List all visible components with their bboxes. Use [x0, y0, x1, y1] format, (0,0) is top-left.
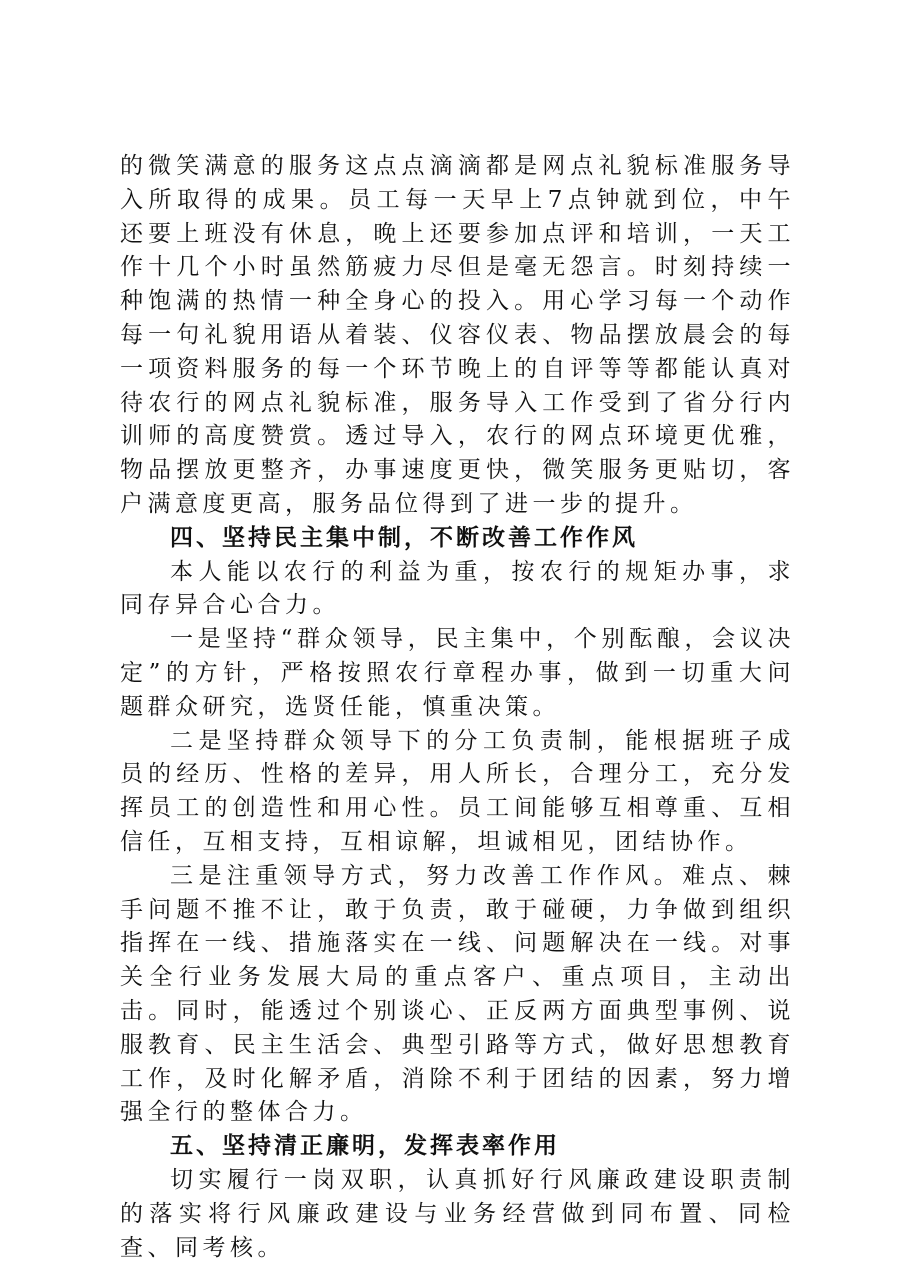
paragraph-continuation: 的微笑满意的服务这点点滴滴都是网点礼貌标准服务导入所取得的成果。员工每一天早上7点钟就到位，中午还要上班没有休息，晚上还要参加点评和培训，一天工作十几个小时虽然筋疲力尽但是毫无怨言。时刻持续一种饱满的热情一种全身心的投入。用心学习每一个动作每一句礼貌用语从着装、仪容仪表、物品摆放晨会的每一项资料服务的每一个环节晚上的自评等等都能认真对待农行的网点礼貌标准，服务导入工作受到了省分行内训师的高度赞赏。透过导入，农行的网点环境更优雅，物品摆放更整齐，办事速度更快，微笑服务更贴切，客户满意度更高，服务品位得到了进一步的提升。	[120, 153, 795, 517]
paragraph-point-one: 一是坚持“群众领导，民主集中，个别酝酿，会议决定”的方针，严格按照农行章程办事，做到一切重大问题群众研究，选贤任能，慎重决策。	[120, 626, 795, 720]
paragraph-integrity: 切实履行一岗双职，认真抓好行风廉政建设职责制的落实将行风廉政建设与业务经营做到同布置、同检查、同考核。	[120, 1166, 795, 1261]
paragraph-point-two: 二是坚持群众领导下的分工负责制，能根据班子成员的经历、性格的差异，用人所长，合理分工，充分发挥员工的创造性和用心性。员工间能够互相尊重、互相信任，互相支持，互相谅解，坦诚相见，团结协作。	[120, 727, 795, 855]
paragraph-point-three: 三是注重领导方式，努力改善工作作风。难点、棘手问题不推不让，敢于负责，敢于碰硬，力争做到组织指挥在一线、措施落实在一线、问题解决在一线。对事关全行业务发展大局的重点客户、重点项目，主动出击。同时，能透过个别谈心、正反两方面典型事例、说服教育、民主生活会、典型引路等方式，做好思想教育工作，及时化解矛盾，消除不利于团结的因素，努力增强全行的整体合力。	[120, 862, 795, 1126]
section-heading-four: 四、坚持民主集中制，不断改善工作作风	[170, 524, 638, 551]
document-page	[120, 150, 795, 1265]
section-heading-five: 五、坚持清正廉明，发挥表率作用	[170, 1133, 560, 1160]
paragraph-interest: 本人能以农行的利益为重，按农行的规矩办事，求同存异合心合力。	[120, 558, 795, 619]
